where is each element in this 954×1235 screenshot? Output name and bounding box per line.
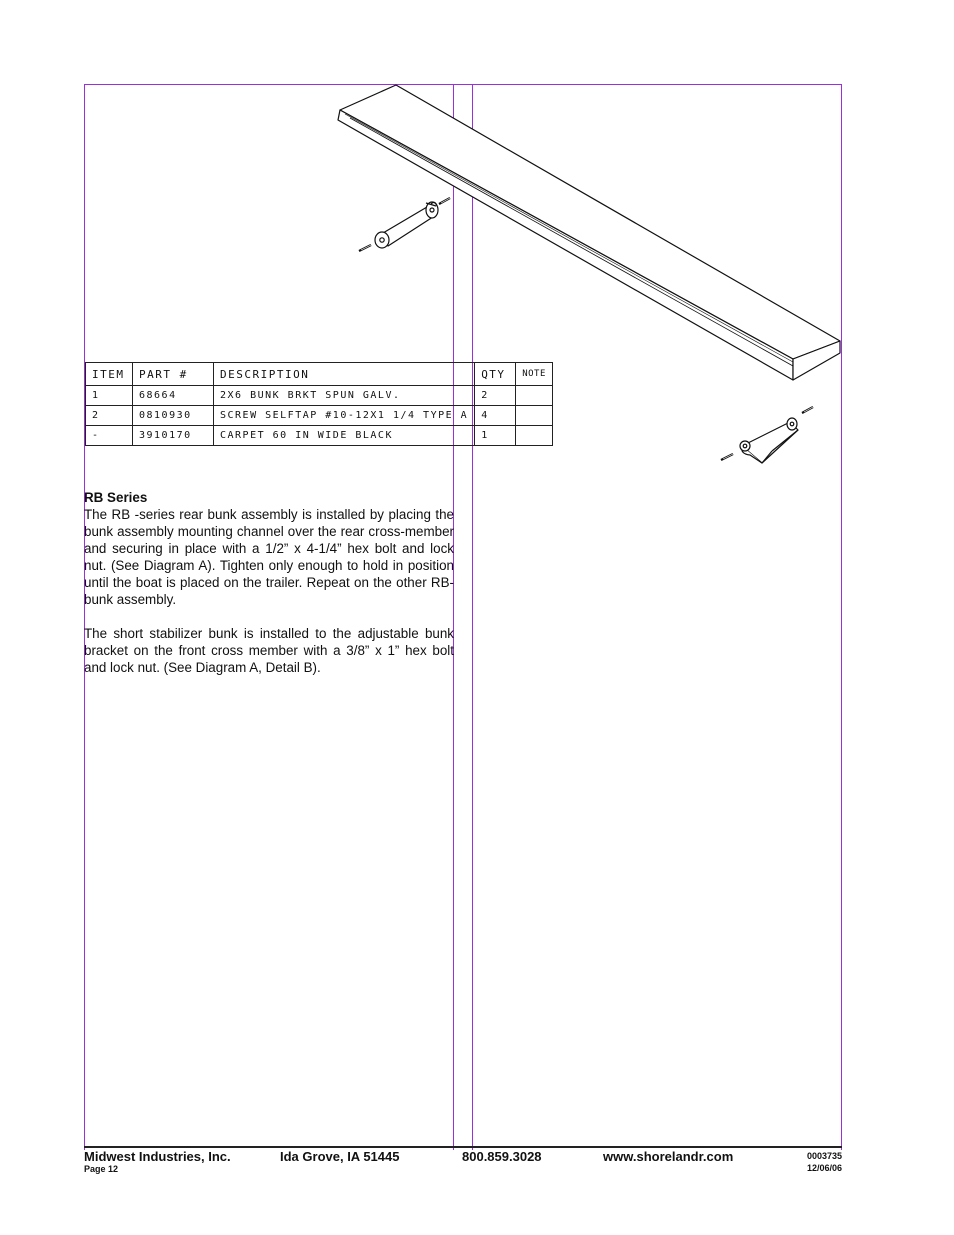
cell-description: 2X6 BUNK BRKT SPUN GALV. [214,386,475,406]
cell-item: - [86,426,133,446]
cell-note [516,386,553,406]
screw-lower-right [802,407,813,413]
table-row [86,406,553,426]
cell-qty: 1 [475,426,516,446]
table-row [86,386,553,406]
footer-doc-number: 0003735 [806,1151,842,1161]
screw-upper-right [439,198,450,204]
footer-website: www.shorelandr.com [603,1149,734,1164]
footer-company: Midwest Industries, Inc. [84,1149,231,1164]
column-header-description: DESCRIPTION [214,363,475,386]
footer-divider [84,1146,842,1148]
screw-lower-left [721,454,733,460]
cell-description: CARPET 60 IN WIDE BLACK [214,426,475,446]
cell-qty: 2 [475,386,516,406]
instruction-paragraph-rb-bunk: The RB -series rear bunk assembly is installed by placing the bunk assembly mounting channel over the rear cross-member and securing in place with a 1/2” x 4-1/4” hex bolt and lock nut. (See Diagram A). Tighten only enough to hold in position until the boat is placed on the trailer. Repeat on the other RB-bunk assembly. [84,507,454,607]
footer-city: Ida Grove, IA 51445 [280,1149,400,1164]
section-heading: RB Series [84,490,148,505]
cell-description: SCREW SELFTAP #10-12X1 1/4 TYPE A [214,406,475,426]
bunk-board [338,85,840,380]
footer-phone: 800.859.3028 [462,1149,542,1164]
column-header-item: ITEM [86,363,133,386]
column-header-part-number: PART # [133,363,214,386]
table-header-row [86,363,553,386]
column-header-qty: QTY [475,363,516,386]
instruction-paragraph-stabilizer: The short stabilizer bunk is installed to the adjustable bunk bracket on the front cross member with a 3/8” x 1” hex bolt and lock nut. (See Diagram A, Detail B). [84,626,454,675]
cell-note [516,406,553,426]
bunk-bracket-lower [740,418,798,463]
cell-item: 1 [86,386,133,406]
cell-note [516,426,553,446]
column-header-note: NOTE [516,363,553,386]
cell-part-number: 68664 [133,386,214,406]
bunk-bracket-upper [375,202,438,248]
cell-part-number: 0810930 [133,406,214,426]
cell-item: 2 [86,406,133,426]
parts-list-table [85,362,553,446]
screw-upper-left [359,245,371,251]
cell-qty: 4 [475,406,516,426]
table-row [86,426,553,446]
footer-page-number: Page 12 [84,1164,119,1174]
instructions-text [84,489,454,693]
footer-date: 12/06/06 [806,1163,842,1173]
cell-part-number: 3910170 [133,426,214,446]
